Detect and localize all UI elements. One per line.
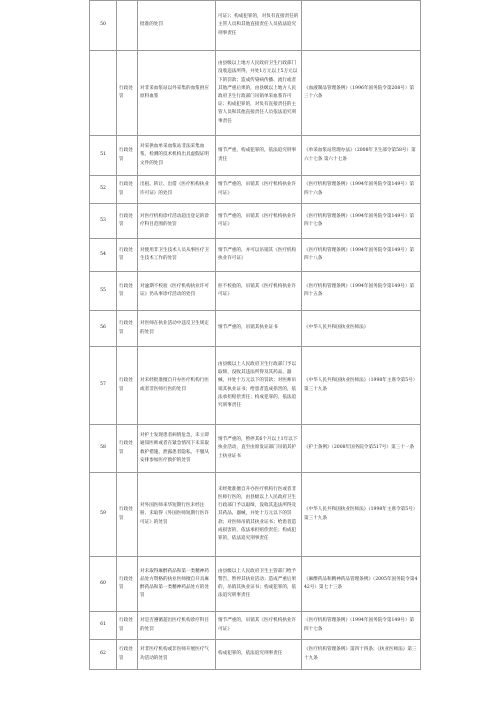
row-number: 62	[90, 640, 117, 670]
item-type: 行政处罚	[117, 640, 138, 670]
table-row	[90, 557, 421, 612]
table-row	[90, 204, 421, 239]
row-number: 58	[90, 425, 117, 473]
row-number: 55	[90, 272, 117, 311]
table-row	[90, 640, 421, 670]
penalty-content: 拒不校验的，吊销其《医疗机构执业许可证》	[216, 272, 302, 311]
legal-basis: 《单采血浆站管理办法》（2008年卫生部令第58号）第六十七条 第六十七条	[302, 136, 421, 176]
penalty-content: 情节严重的，吊销其《医疗机构执业许可证》	[216, 176, 302, 204]
item-name: 对护士发现患者病情危急，未立即通知医师或者在紧急情况下未采取救护措施、泄露患者隐私、不服从安排参加医疗救护的处罚	[138, 425, 216, 473]
item-type: 行政处罚	[117, 51, 138, 136]
row-number: 54	[90, 239, 117, 272]
penalty-content: 情节严重的，暂停其6个月以上1年以下执业活动，直至由原发证部门吊销其护士执业证书	[216, 425, 302, 473]
legal-basis: 《医疗机构管理条例》（1994年国务院令第149号）第四十七条	[302, 612, 421, 640]
item-type: 行政处罚	[117, 176, 138, 204]
row-number: 56	[90, 311, 117, 347]
row-number: 51	[90, 136, 117, 176]
legal-basis: 《医疗机构管理条例》（1994年国务院令第149号）第四十五条	[302, 272, 421, 311]
item-type: 行政处罚	[117, 612, 138, 640]
item-name: 对医师在执业活动中违反卫生规定的处罚	[138, 311, 216, 347]
item-name: 批准的处罚	[138, 1, 216, 51]
item-type: 行政处罚	[117, 136, 138, 176]
penalty-content: 情节严重的，吊销其《医疗机构执业许可证》	[216, 612, 302, 640]
legal-basis	[302, 1, 421, 51]
penalty-content: 未经批准擅自开办医疗机构行医或者非医师行医的，由县级以上人民政府卫生行政部门予以取缔，没收其违法所得及其药品、器械，并处十万元以下的罚款；对医师吊销其执业证书；给患者造成损害的，依法承担赔偿责任；构成犯罪的，依法追究刑事责任	[216, 473, 302, 557]
legal-basis: 《麻醉药品和精神药品管理条例》（2005年国务院令第442号）第七十三条	[302, 557, 421, 612]
row-number: 50	[90, 1, 117, 51]
row-number: 52	[90, 176, 117, 204]
document-sheet	[89, 0, 420, 670]
item-type: 行政处罚	[117, 204, 138, 239]
penalty-content: 情节严重的，并可以吊销其《医疗机构执业许可证》	[216, 239, 302, 272]
penalty-content: 情节严重，构成犯罪的，依法追究刑事责任	[216, 136, 302, 176]
row-number: 59	[90, 473, 117, 557]
legal-basis: 《医疗机构管理条例》（1994年国务院令第149号）第四十七条	[302, 204, 421, 239]
penalty-content: 由县级以上人民政府卫生主管部门给予警告，暂停其执业活动；造成严重后果的，吊销其执业证书；构成犯罪的，依法追究刑事责任	[216, 557, 302, 612]
item-name: 对逾期不校验《医疗机构执业许可证》仍从事诊疗活动的处罚	[138, 272, 216, 311]
row-number: 53	[90, 204, 117, 239]
item-name: 对外国医师来华短期行医未经注册、未取得《外国医师短期行医许可证》的处罚	[138, 473, 216, 557]
row-number: 57	[90, 347, 117, 425]
table-row	[90, 311, 421, 347]
table-row	[90, 239, 421, 272]
item-type: 行政处罚	[117, 557, 138, 612]
legal-basis: 《中华人民共和国执业医师法》	[302, 311, 421, 347]
legal-basis: 《血液制品管理条例》（1996年国务院令第208号）第三十六条	[302, 51, 421, 136]
legal-basis: 《医疗机构管理条例》（1994年国务院令第149号）第四十六条	[302, 176, 421, 204]
table-row	[90, 612, 421, 640]
item-name: 出租、转让、出借《医疗机构执业许可证》的处罚	[138, 176, 216, 204]
item-name: 对未取得麻醉药品和第一类精神药品处方资格的执业医师擅自开具麻醉药品和第一类精神药品处方的处罚	[138, 557, 216, 612]
row-number: 60	[90, 557, 117, 612]
table-body	[90, 1, 421, 670]
item-type: 行政处罚	[117, 425, 138, 473]
item-name: 对医疗机构诊疗活动超出登记的诊疗科目范围的处罚	[138, 204, 216, 239]
penalty-content: 情节严重的，吊销其执业证书	[216, 311, 302, 347]
item-type: 行政处罚	[117, 272, 138, 311]
item-type: 行政处罚	[117, 311, 138, 347]
table-row	[90, 176, 421, 204]
table-row	[90, 425, 421, 473]
item-type: 行政处罚	[117, 347, 138, 425]
legal-basis: 《医疗机构管理条例》（1994年国务院令第149号）第四十八条	[302, 239, 421, 272]
legal-basis: 《医疗机构管理条例》第四十四条；《执业医师法》第三十九条	[302, 640, 421, 670]
table-row	[90, 347, 421, 425]
item-name: 对使用非卫生技术人员从事医疗卫生技术工作的处罚	[138, 239, 216, 272]
legal-basis: 《护士条例》（2008年国务院令第517号）第三十一条	[302, 425, 421, 473]
row-number	[90, 51, 117, 136]
table-row	[90, 136, 421, 176]
item-type: 行政处罚	[117, 473, 138, 557]
penalty-content: 情节严重的，吊销其《医疗机构执业许可证》	[216, 204, 302, 239]
penalty-content: 可证》；构成犯罪的，对负有直接责任的主管人员和其他直接责任人员依法追究刑事责任	[216, 1, 302, 51]
penalty-content: 由县级以上人民政府卫生行政部门予以取缔，没收其违法所得及其药品、器械，并处十万元以下的罚款；对医师吊销其执业证书；给患者造成损害的，依法承担赔偿责任；构成犯罪的，依法追究刑事责任	[216, 347, 302, 425]
penalty-table	[89, 0, 421, 670]
item-type: 行政处罚	[117, 239, 138, 272]
table-row	[90, 473, 421, 557]
legal-basis: 《中华人民共和国执业医师法》（1998年主席令第5号）第三十九条	[302, 473, 421, 557]
item-name: 对未经批准擅自开办医疗机构行医或者非医师行医的处罚	[138, 347, 216, 425]
item-type	[117, 1, 138, 51]
table-row	[90, 51, 421, 136]
table-row	[90, 272, 421, 311]
item-name: 对是否遵循超出医疗机构诊疗科目的处罚	[138, 612, 216, 640]
row-number: 61	[90, 612, 117, 640]
item-name: 对非采血浆站以外采集的血浆供应原料血浆	[138, 51, 216, 136]
item-name: 对采供血单采血浆站非法采集血浆、检测的技术机构出具虚假证明文件的处罚	[138, 136, 216, 176]
table-row	[90, 1, 421, 51]
item-name: 对非医疗机构或非医师开展医疗气功活动的处罚	[138, 640, 216, 670]
legal-basis: 《中华人民共和国执业医师法》（1998年主席令第5号）第三十九条	[302, 347, 421, 425]
penalty-content: 构成犯罪的，依法追究刑事责任	[216, 640, 302, 670]
penalty-content: 由县级以上地方人民政府卫生行政部门没收违法所得，并处1万元以上5万元以下的罚款；造成传染病传播、流行或者其他严重后果的，由县级以上地方人民政府卫生行政部门吊销单采血浆许可证；构成犯罪的，对负有直接责任的主管人员和其他直接责任人员依法追究刑事责任	[216, 51, 302, 136]
